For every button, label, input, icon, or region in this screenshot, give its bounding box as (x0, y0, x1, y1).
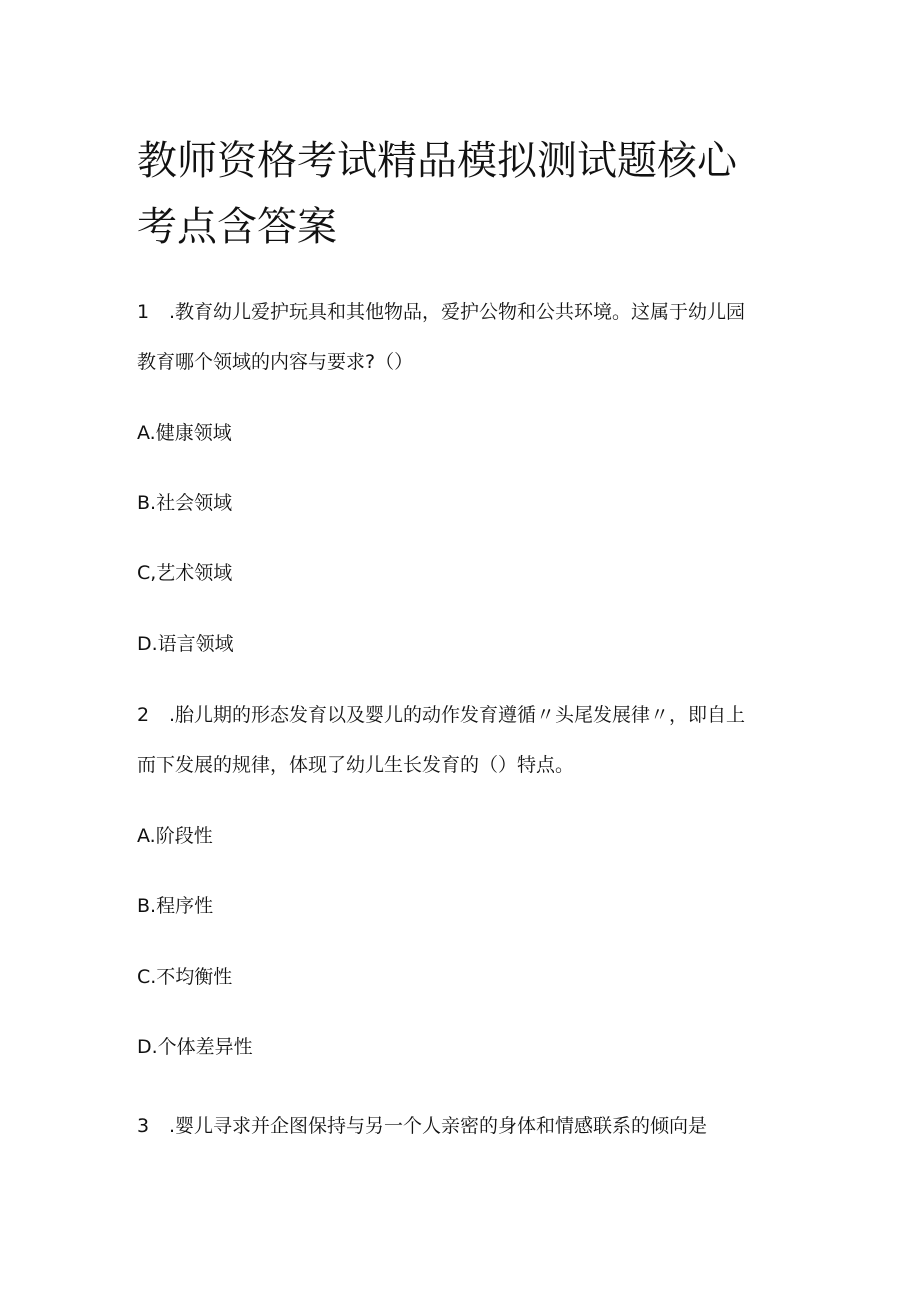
question-3-line-1 (137, 1113, 707, 1139)
title-line-2: 考点含答案 (137, 204, 337, 250)
question-1-line-1 (137, 299, 745, 325)
question-2-line-1 (137, 702, 745, 728)
question-1-option-d: D.语言领域 (137, 633, 234, 655)
question-1-option-a: A.健康领域 (137, 422, 232, 444)
question-text: .婴儿寻求并企图保持与另一个人亲密的身体和情感联系的倾向是 (169, 1115, 708, 1137)
question-1-option-c: C,艺术领域 (137, 562, 233, 584)
question-1-line-2: 教育哪个领域的内容与要求?（） (137, 351, 414, 373)
question-2-option-c: C.不均衡性 (137, 966, 233, 988)
title-line-1: 教师资格考试精品模拟测试题核心 (137, 138, 737, 184)
question-2-option-d: D.个体差异性 (137, 1036, 253, 1058)
question-2-option-b: B.程序性 (137, 895, 214, 917)
question-number: 2 (137, 704, 150, 726)
question-text: .教育幼儿爱护玩具和其他物品，爱护公物和公共环境。这属于幼儿园 (169, 301, 746, 323)
page-title (137, 128, 797, 260)
question-2-option-a: A.阶段性 (137, 825, 213, 847)
question-1-option-b: B.社会领域 (137, 492, 233, 514)
question-number: 3 (137, 1115, 150, 1137)
question-text: .胎儿期的形态发育以及婴儿的动作发育遵循〃头尾发展律〃，即自上 (169, 704, 746, 726)
question-2-line-2: 而下发展的规律，体现了幼儿生长发育的（）特点。 (137, 754, 575, 776)
question-number: 1 (137, 301, 150, 323)
